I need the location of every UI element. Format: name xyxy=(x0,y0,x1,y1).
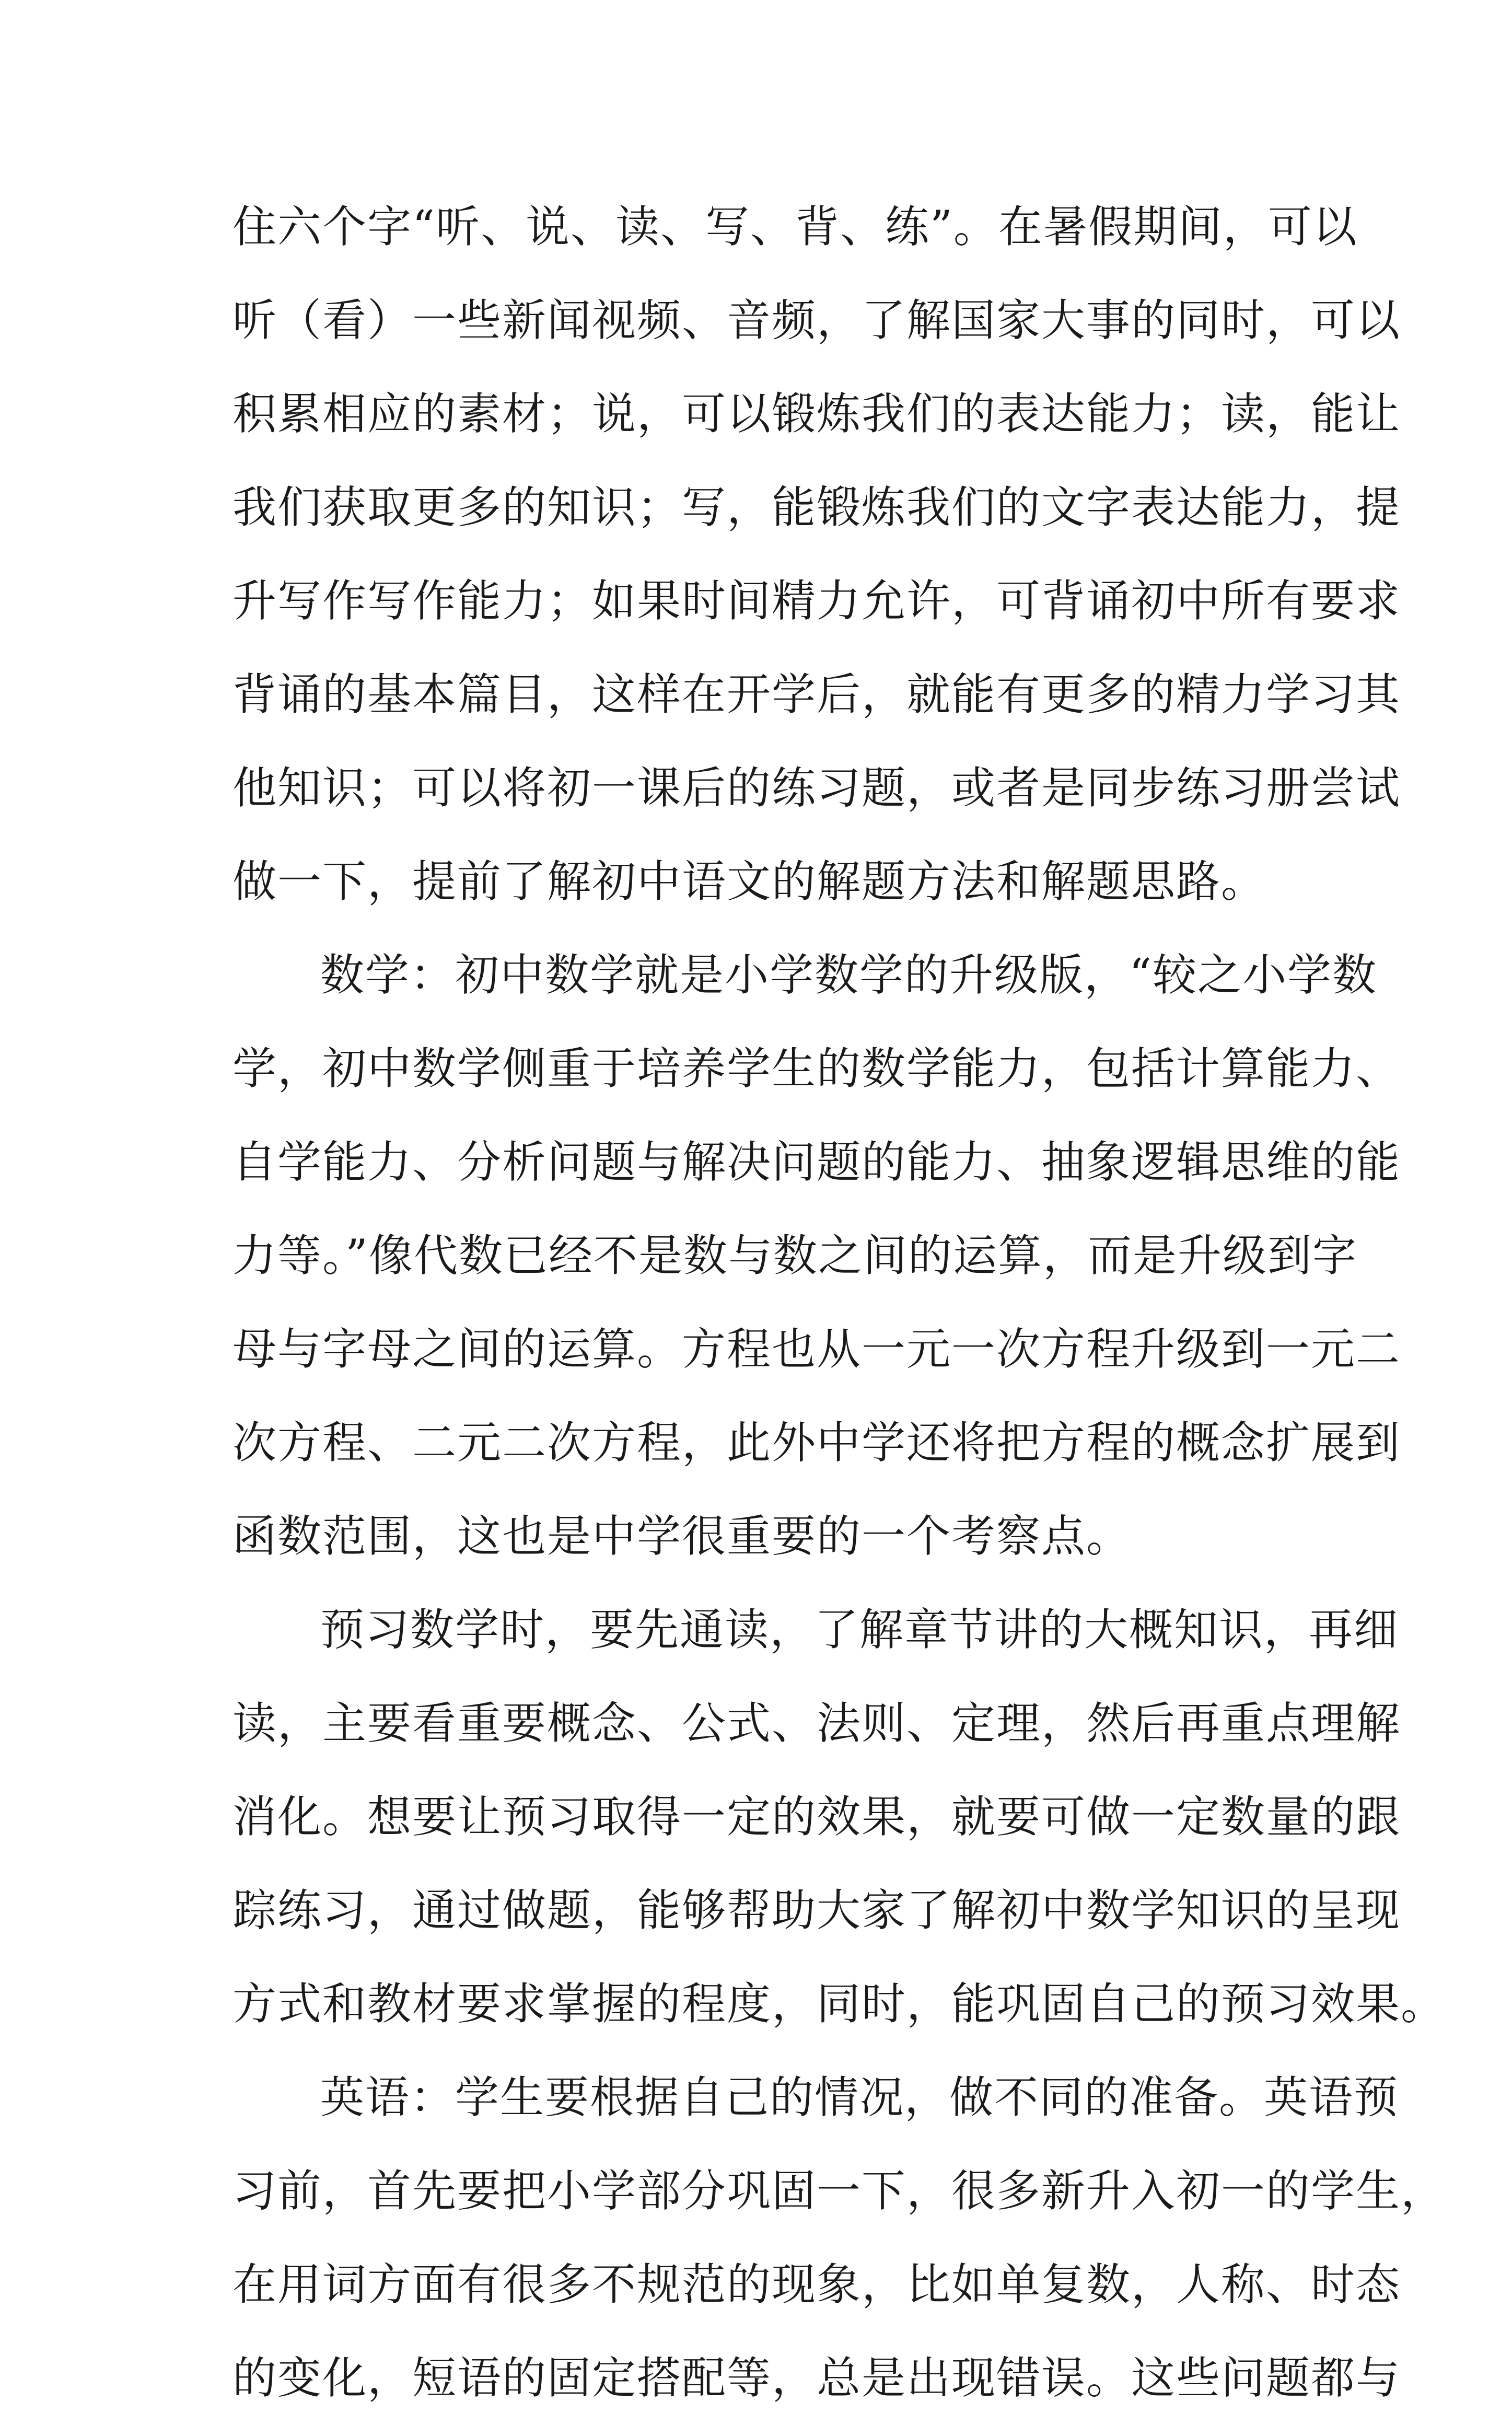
text-line: 背诵的基本篇目，这样在开学后，就能有更多的精力学习其 xyxy=(232,669,1401,720)
text-line: 听（看）一些新闻视频、音频，了解国家大事的同时，可以 xyxy=(232,295,1401,346)
text-line: 函数范围，这也是中学很重要的一个考察点。 xyxy=(232,1511,1132,1562)
text-line: 自学能力、分析问题与解决问题的能力、抽象逻辑思维的能 xyxy=(232,1136,1401,1188)
text-line: 英语：学生要根据自己的情况，做不同的准备。英语预 xyxy=(320,2072,1399,2123)
text-line: 他知识；可以将初一课后的练习题，或者是同步练习册尝试 xyxy=(232,762,1401,814)
text-line: 住六个字“听、说、读、写、背、练”。在暑假期间，可以 xyxy=(232,201,1358,252)
text-line: 读，主要看重要概念、公式、法则、定理，然后再重点理解 xyxy=(232,1698,1401,1749)
text-line: 踪练习，通过做题，能够帮助大家了解初中数学知识的呈现 xyxy=(232,1885,1401,1936)
paragraph-chinese xyxy=(232,180,1401,929)
text-line: 积累相应的素材；说，可以锻炼我们的表达能力；读，能让 xyxy=(232,388,1401,439)
paragraph-english xyxy=(232,2051,1446,2425)
text-line: 方式和教材要求掌握的程度，同时，能巩固自己的预习效果。 xyxy=(232,1978,1446,2029)
text-line: 次方程、二元二次方程，此外中学还将把方程的概念扩展到 xyxy=(232,1417,1401,1468)
text-line: 做一下，提前了解初中语文的解题方法和解题思路。 xyxy=(232,856,1266,907)
text-line: 力等。”像代数已经不是数与数之间的运算，而是升级到字 xyxy=(232,1230,1357,1281)
document-body xyxy=(232,180,1446,2425)
text-line: 在用词方面有很多不规范的现象，比如单复数，人称、时态 xyxy=(232,2259,1401,2310)
text-line: 升写作写作能力；如果时间精力允许，可背诵初中所有要求 xyxy=(232,575,1401,626)
text-line: 消化。想要让预习取得一定的效果，就要可做一定数量的跟 xyxy=(232,1791,1401,1842)
text-line: 预习数学时，要先通读，了解章节讲的大概知识，再细 xyxy=(320,1604,1399,1655)
text-line: 数学：初中数学就是小学数学的升级版，“较之小学数 xyxy=(320,949,1377,1001)
text-line: 我们获取更多的知识；写，能锻炼我们的文字表达能力，提 xyxy=(232,482,1401,533)
paragraph-math xyxy=(232,929,1401,1583)
paragraph-math-preview xyxy=(232,1583,1446,2051)
text-line: 的变化，短语的固定搭配等，总是出现错误。这些问题都与 xyxy=(232,2352,1401,2404)
text-line: 习前，首先要把小学部分巩固一下，很多新升入初一的学生， xyxy=(232,2165,1446,2217)
text-line: 母与字母之间的运算。方程也从一元一次方程升级到一元二 xyxy=(232,1324,1401,1375)
text-line: 学，初中数学侧重于培养学生的数学能力，包括计算能力、 xyxy=(232,1043,1401,1094)
